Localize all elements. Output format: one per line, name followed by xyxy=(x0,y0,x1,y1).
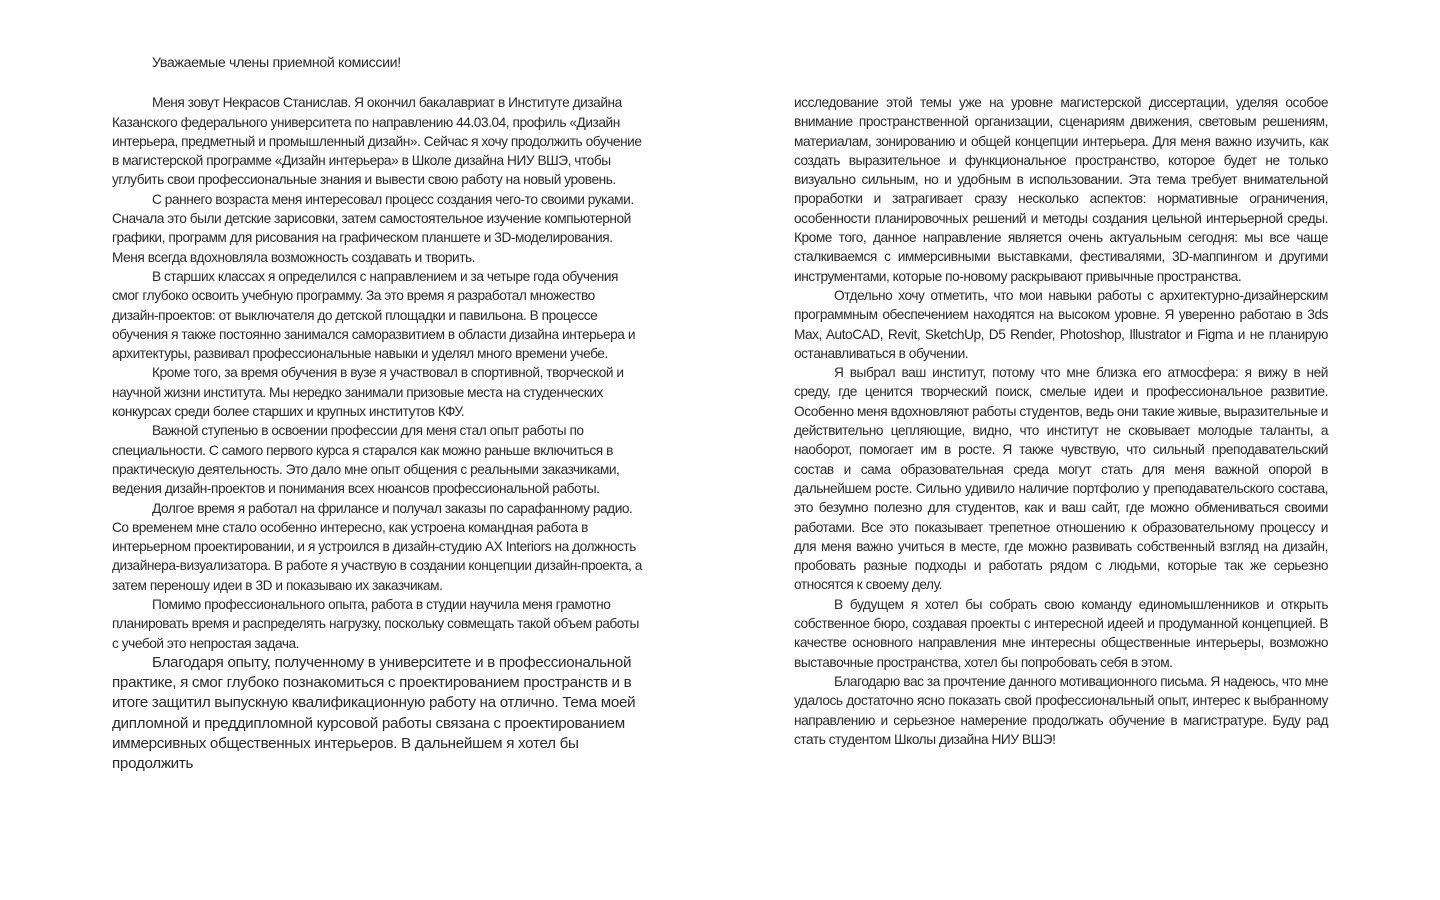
paragraph-work-experience: Важной ступенью в освоении профессии для меня стал опыт работы по специальности. С самого первого курса я старался как можно раньше включиться в практическую деятельность. Это дало мне опыт общения с реальными заказчиками, ведения дизайн-проектов и понимания всех нюансов профессиональной работы. xyxy=(112,423,620,497)
left-page xyxy=(112,54,644,774)
paragraph-freelance-studio: Долгое время я работал на фрилансе и получал заказы по сарафанному радио. Со временем мне стало особенно интересно, как устроена командная работа в интерьерном проектировании, и я устроился в дизайн-студию AX Interiors на должность дизайнера-визуализатора. В работе я участвую в создании концепции дизайн-проекта, а затем переношу идеи в 3D и показываю их заказчикам. xyxy=(112,500,642,593)
paragraph-time-management: Помимо профессионального опыта, работа в студии научила меня грамотно планировать время и распределять нагрузку, поскольку совмещать такой объем работы с учебой это непростая задача. xyxy=(112,597,639,651)
letter-greeting: Уважаемые члены приемной комиссии! xyxy=(152,55,401,71)
paragraph-thesis-continued: исследование этой темы уже на уровне магистерской диссертации, уделяя особое внимание пространственной организации, сценариям движения, световым решениям, материалам, зонированию и общей концепции интерьера. Для меня важно изучить, как создать выразительное и функциональное пространство, которое будет не только визуально сильным, но и удобным в использовании. Эта тема требует внимательной проработки и затрагивает сразу несколько аспектов: нормативные ограничения, особенности планировочных решений и методы создания цельной интерьерной среды. Кроме того, данное направление является очень актуальным сегодня: мы все чаще сталкиваемся с иммерсивными выставками, фестивалями, 3D-маппингом и другими инструментами, которые по-новому раскрывают привычные пространства. xyxy=(794,95,1328,284)
right-page xyxy=(794,93,1328,749)
paragraph-thesis: Благодаря опыту, полученному в университете и в профессиональной практике, я смог глубоко познакомиться с проектированием пространств и в итоге защитил выпускную квалификационную работу на отлично. Тема моей дипломной и преддипломной курсовой работы связана с проектированием иммерсивных общественных интерьеров. В дальнейшем я хотел бы продолжить xyxy=(112,653,636,772)
paragraph-institute-choice: Я выбрал ваш институт, потому что мне близка его атмосфера: я вижу в ней среду, где ценится творческий поиск, смелые идеи и профессиональное развитие. Особенно меня вдохновляют работы студентов, ведь они такие живые, выразительные и действительно цепляющие, видно, что институт не сковывает молодые таланты, а наоборот, помогает им в росте. Я также чувствую, что сильный преподавательский состав и сама образовательная среда могут стать для меня важной опорой в дальнейшем росте. Сильно удивило наличие портфолио у преподавательского состава, это безумно полезно для студентов, как и ваш сайт, где можно обмениваться своими работами. Все это показывает трепетное отношению к образовательному процессу и для меня важно учиться в месте, где можно развивать собственный взгляд на дизайн, пробовать разные подходы и работать рядом с людьми, которые так же серьезно относятся к своему делу. xyxy=(794,365,1328,593)
paragraph-early-interest: С раннего возраста меня интересовал процесс создания чего-то своими руками. Сначала это были детские зарисовки, затем самостоятельное изучение компьютерной графики, программ для рисования на графическом планшете и 3D-моделирования. Меня всегда вдохновляла возможность создавать и творить. xyxy=(112,191,634,265)
paragraph-future-plans: В будущем я хотел бы собрать свою команду единомышленников и открыть собственное бюро, создавая проекты с интересной идеей и продуманной концепцией. В качестве основного направления мне интересны общественные интерьеры, возможно выставочные пространства, хотел бы попробовать себя в этом. xyxy=(794,596,1328,670)
paragraph-university-life: Кроме того, за время обучения в вузе я участвовал в спортивной, творческой и научной жизни института. Мы нередко занимали призовые места на студенческих конкурсах среди более старших и крупных институтов КФУ. xyxy=(112,365,624,420)
paragraph-software-skills: Отдельно хочу отметить, что мои навыки работы с архитектурно-дизайнерским программным обеспечением находятся на высоком уровне. Я уверенно работаю в 3ds Max, AutoCAD, Revit, SketchUp, D5 Render, Photoshop, Illustrator и Figma и не планирую останавливаться в обучении. xyxy=(794,287,1328,361)
paragraph-closing: Благодарю вас за прочтение данного мотивационного письма. Я надеюсь, что мне удалось достаточно ясно показать свой профессиональный опыт, интерес к выбранному направлению и серьезное намерение продолжать обучение в магистратуре. Буду рад стать студентом Школы дизайна НИУ ВШЭ! xyxy=(794,673,1328,747)
paragraph-introduction: Меня зовут Некрасов Станислав. Я окончил бакалавриат в Институте дизайна Казанского федерального университета по направлению 44.03.04, профиль «Дизайн интерьера, предметный и промышленный дизайн». Сейчас я хочу продолжить обучение в магистерской программе «Дизайн интерьера» в Школе дизайна НИУ ВШЭ, чтобы углубить свои профессиональные знания и вывести свою работу на новый уровень. xyxy=(112,95,642,188)
paragraph-studies: В старших классах я определился с направлением и за четыре года обучения смог глубоко освоить учебную программу. За это время я разработал множество дизайн-проектов: от выключателя до детской площадки и павильона. В процессе обучения я также постоянно занимался саморазвитием в области дизайна интерьера и архитектуры, развивал профессиональные навыки и уделял много времени учебе. xyxy=(112,268,636,362)
